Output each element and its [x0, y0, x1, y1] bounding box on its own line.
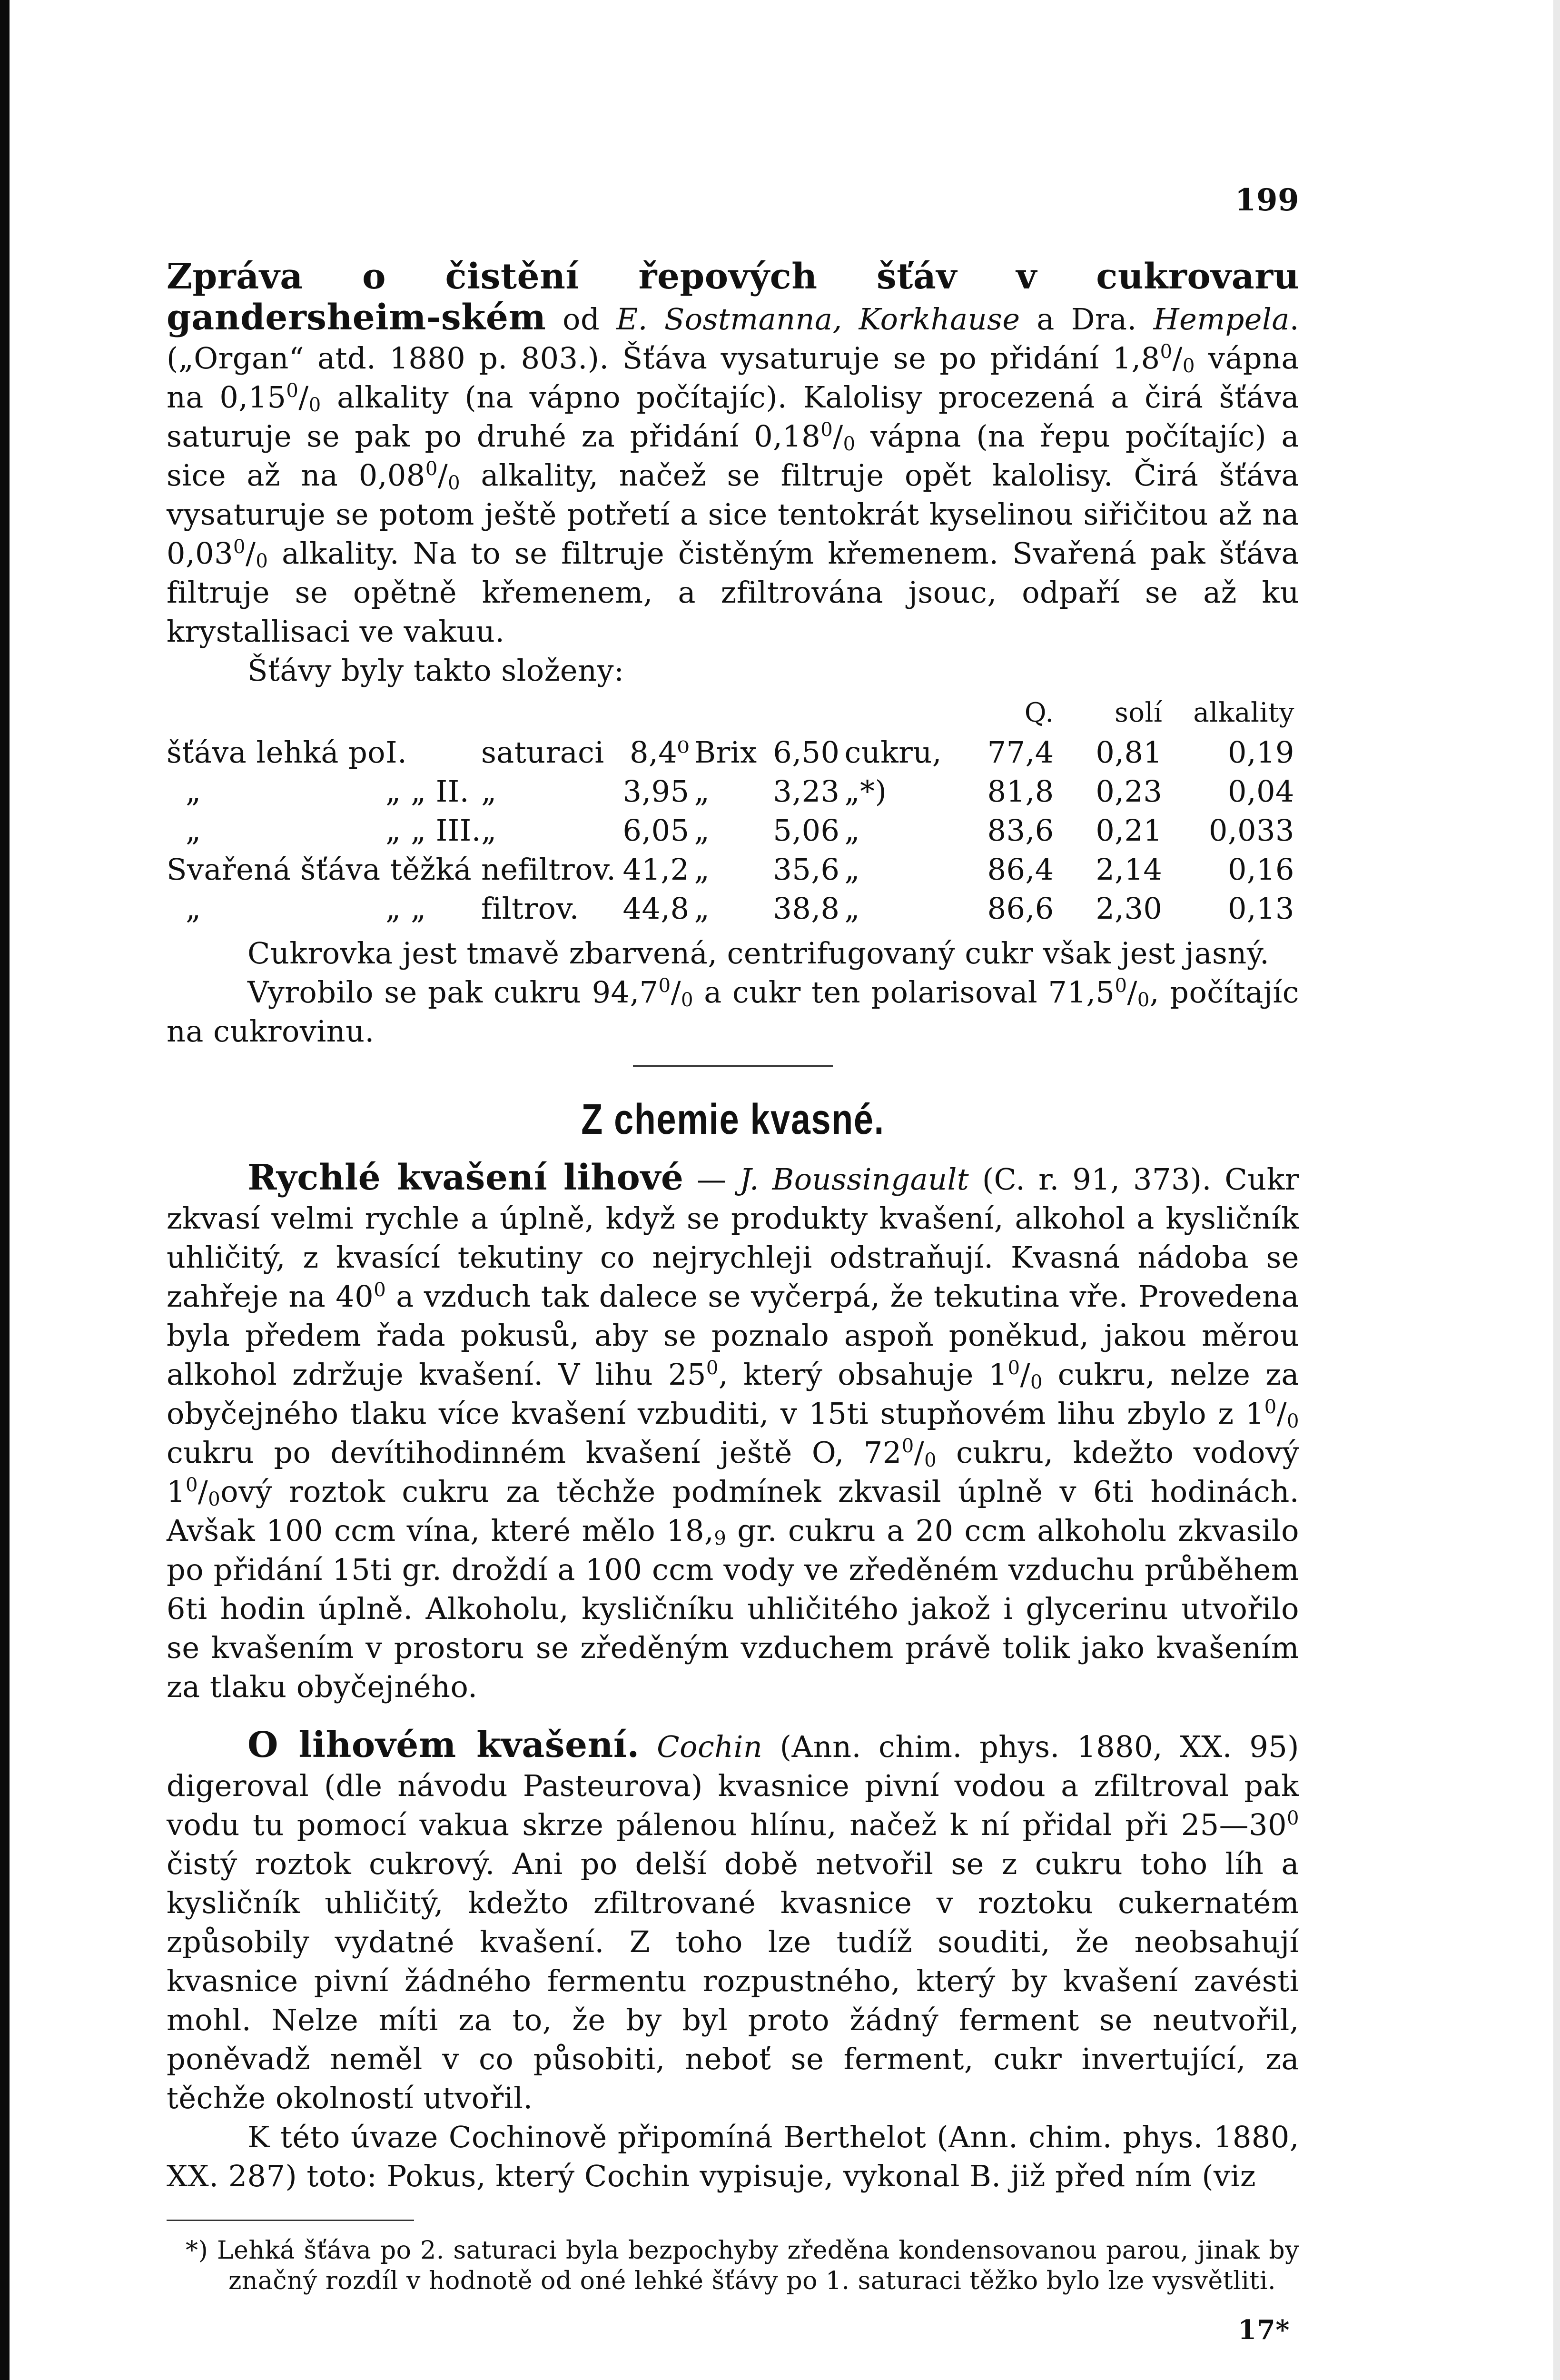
composition-table [167, 693, 1299, 928]
text-fragment: — [683, 1162, 740, 1197]
article3-title: O lihovém kvašení. [247, 1725, 640, 1765]
text-fragment: alkality (na vápno počítajíc). Kalolisy procezená a čirá šťáva saturuje se pak po druhé za přidání 0,18 [167, 380, 1299, 454]
sup: 0 [706, 1357, 719, 1379]
table-cell: „*) [844, 774, 887, 809]
table-row [167, 889, 1299, 928]
table-cell: 2,14 [1096, 852, 1163, 887]
sup: 0 [1007, 1357, 1020, 1379]
text-fragment: od [546, 302, 617, 337]
sup: 0 [820, 419, 833, 441]
table-cell: „ „ [385, 891, 426, 926]
table-cell: „ [694, 813, 710, 848]
text-fragment: alkality. Na to se filtruje čistěným křemenem. Svařená pak šťáva filtruje se opětně křemenem, a zfiltrována jsouc, odpaří se až ku krystallisaci ve vakuu. [167, 536, 1299, 649]
table-intro: Šťávy byly takto složeny: [247, 653, 624, 688]
text-fragment: (C. r. 91, 373). Cukr zkvasí velmi rychle a úplně, když se produkty kvašení, alkohol a kysličník uhličitý, z kvasící tekutiny co nejrychleji odstraňují. Kvasná nádoba se zahřeje na 40 [167, 1162, 1300, 1314]
text-fragment: a Dra. [1020, 302, 1154, 337]
sup: 0 [185, 1474, 198, 1496]
column-header: Q. [1024, 697, 1054, 728]
table-row [167, 850, 1299, 889]
table-cell: 35,6 [773, 852, 840, 887]
table-cell: „ [694, 774, 710, 809]
table-header-row [167, 693, 1299, 733]
table-cell: „ [481, 774, 497, 809]
sub: 0 [448, 472, 461, 494]
text-fragment: , počítajíc na cukrovinu. [167, 975, 1299, 1049]
text-fragment: gr. cukru a 20 ccm alkoholu zkvasilo po přidání 15ti gr. droždí a 100 ccm vody ve zředěném vzduchu průběhem 6ti hodin úplně. Alkoholu, kysličníku uhličitého jakož i glycerinu utvořilo se kvašením v prostoru se zředěným vzduchem právě tolik jako kvašením za tlaku obyčejného. [167, 1513, 1299, 1704]
table-cell: „ [481, 813, 497, 848]
table-row [167, 772, 1299, 811]
table-cell: 86,4 [987, 852, 1054, 887]
table-cell: 0,19 [1227, 735, 1294, 770]
table-cell: 0,033 [1209, 813, 1294, 848]
article2-author: J. Boussingault [740, 1162, 969, 1197]
table-cell: „ [844, 852, 860, 887]
table-cell: saturaci [481, 735, 604, 770]
chapter-title: Z chemie kvasné. [581, 1096, 885, 1143]
text-fragment: Vyrobilo se pak cukru 94,7 [247, 975, 659, 1010]
sup: 0 [374, 1279, 386, 1301]
table-cell: „ [694, 891, 710, 926]
sub: 0 [208, 1488, 221, 1510]
table-cell: 38,8 [773, 891, 840, 926]
table-cell: 0,13 [1227, 891, 1294, 926]
table-cell: „ [844, 813, 860, 848]
table-cell: nefiltrov. [481, 852, 616, 887]
text-fragment: vápna na 0,15 [167, 341, 1300, 415]
table-cell: Svařená šťáva těžká [167, 852, 472, 887]
sub: 0 [1137, 989, 1150, 1011]
page-number: 199 [1234, 182, 1299, 218]
table-cell: 5,06 [773, 813, 840, 848]
sub: 0 [924, 1449, 937, 1471]
text-fragment: cukru, kdežto vodový 1 [167, 1435, 1299, 1509]
table-cell: cukru, [844, 735, 942, 770]
column-header: alkality [1193, 697, 1294, 728]
table-cell: I. [385, 735, 407, 770]
table-cell: „ „ III. [385, 813, 481, 848]
sup: 0 [286, 380, 299, 402]
text-fragment: a vzduch tak dalece se vyčerpá, že tekutina vře. Provedena byla předem řada pokusů, aby se poznalo aspoň poněkud, jakou měrou alkohol zdržuje kvašení. V lihu 25 [167, 1279, 1299, 1392]
sup: 0 [1287, 1807, 1299, 1829]
article1-paragraph: Zpráva o čistění řepových šťáv v cukrovaru gandersheim-ském od E. Sostmanna, Korkhause a Dra. Hempela. („Organ“ atd. 1880 p. 803.). Šťáva vysaturuje se po přidání $1,8^0/_0$ vápna na $0,15^0/_0$ alkality (na vápno počítajíc). Kalolisy procezená a čirá šťáva saturuje se pak po druhé za přidání $0,18^0/_0$ vápna (na řepu počítajíc) a sice až na $0,08^0/_0$ alkality, načež se filtruje opět kalolisy. Čirá šťáva vysaturuje se potom ještě potřetí a sice tentokrát kyselinou siřičitou až na $0,03^0/_0$ alkality. Na to se filtruje čistěným křemenem. Svařená pak šťáva filtruje se opětně křemenem, a zfiltrována jsouc, odpaří se až ku krystallisaci ve vakuu. [167, 256, 1300, 649]
section-divider [633, 1065, 833, 1067]
signature-mark: 17* [1238, 2314, 1290, 2346]
article2-paragraph: Rychlé kvašení lihové — J. Boussingault (C. r. 91, 373). Cukr zkvasí velmi rychle a úplně, když se produkty kvašení, alkohol a kysličník uhličitý, z kvasící tekutiny co nejrychleji odstraňují. Kvasná nádoba se zahřeje na $40^0$ a vzduch tak dalece se vyčerpá, že tekutina vře. Provedena byla předem řada pokusů, aby se poznalo aspoň poněkud, jakou měrou alkohol zdržuje kvašení. V lihu $25^0$, který obsahuje $1^0/_0$ cukru, nelze za obyčejného tlaku více kvašení vzbuditi, v 15ti stupňovém lihu zbylo z $1^0/_0$ cukru po devítihodinném kvašení ještě O, $72^0/_0$ cukru, kdežto vodový $1^0/_0ový$ roztok cukru za těchže podmínek zkvasil úplně v 6ti hodinách. Avšak 100 ccm vína, které mělo $18,_9$ gr. cukru a 20 ccm alkoholu zkvasilo po přidání 15ti gr. droždí a 100 ccm vody ve zředěném vzduchu průběhem 6ti hodin úplně. Alkoholu, kysličníku uhličitého jakož i glycerinu utvořilo se kvašením v prostoru se zředěným vzduchem právě tolik jako kvašením za tlaku obyčejného. [167, 1157, 1300, 1704]
text-fragment: alkality, načež se filtruje opět kalolisy. Čirá šťáva vysaturuje se potom ještě potřetí a sice tentokrát kyselinou siřičitou až na 0,03 [167, 458, 1299, 571]
sub: 0 [1182, 355, 1195, 377]
article1-title: Zpráva o čistění řepových šťáv v cukrovaru gandersheim-ském [167, 256, 1299, 338]
footnote-divider [167, 2220, 414, 2221]
table-cell: 77,4 [987, 735, 1054, 770]
text-fragment: , který obsahuje 1 [718, 1357, 1008, 1392]
sub: 0 [1287, 1410, 1299, 1432]
table-cell: 0,23 [1096, 774, 1163, 809]
sup: 0 [658, 975, 671, 997]
table-cell: 81,8 [987, 774, 1054, 809]
article1-author2: Hempela [1153, 302, 1290, 337]
text-fragment: čistý roztok cukrový. Ani po delší době netvořil se z cukru toho líh a kysličník uhličitý, kdežto zfiltrované kvasnice v roztoku cukernatém způsobily vydatné kvašení. Z toho lze tudíž souditi, že neobsahují kvasnice pivní žádného fermentu rozpustného, který by kvašení zavésti mohl. Nelze míti za to, že by byl proto žádný ferment se neutvořil, poněvadž neměl v co působiti, neboť se ferment, cukr invertující, za těchže okolností utvořil. [167, 1846, 1299, 2115]
table-cell: „ „ II. [385, 774, 469, 809]
table-cell: 41,2 [622, 852, 690, 887]
text-fragment: (Ann. chim. phys. 1880, XX. 95) digeroval (dle návodu Pasteurova) kvasnice pivní vodou a zfiltroval pak vodu tu pomocí vakua skrze pálenou hlínu, načež k ní přidal při 25—30 [167, 1729, 1299, 1842]
text-fragment: a cukr ten polarisoval 71,5 [693, 975, 1115, 1010]
article2-title: Rychlé kvašení lihové [247, 1157, 684, 1198]
text-fragment: . („Organ“ atd. 1880 p. 803.). Šťáva vysaturuje se po přidání 1,8 [167, 302, 1300, 376]
article-content [167, 257, 1299, 2350]
sup: 0 [233, 536, 246, 558]
table-cell: 3,95 [622, 774, 690, 809]
sup: 0 [1264, 1396, 1277, 1418]
article3-author: Cochin [657, 1729, 763, 1764]
page-edge-right [1553, 0, 1560, 2380]
table-cell: 3,23 [773, 774, 840, 809]
text-fragment: cukru po devítihodinném kvašení ještě O, 72 [167, 1435, 902, 1470]
table-cell: „ [186, 891, 201, 926]
sup: 0 [901, 1435, 914, 1457]
text-fragment: ový roztok cukru za těchže podmínek zkvasil úplně v 6ti hodinách. Avšak 100 ccm vína, které mělo 18, [167, 1474, 1299, 1548]
sup: 0 [1160, 341, 1173, 363]
text-fragment: vápna (na řepu počítajíc) a sice až na 0,08 [167, 419, 1299, 493]
article1-note: Cukrovka jest tmavě zbarvená, centrifugovaný cukr však jest jasný. [247, 936, 1270, 971]
sub: 0 [843, 433, 856, 455]
table-cell: šťáva lehká po [167, 735, 386, 770]
table-row [167, 811, 1299, 850]
table-cell: „ [694, 852, 710, 887]
sub: 0 [308, 394, 321, 416]
table-cell: Brix [694, 735, 757, 770]
sup: 0 [1115, 975, 1127, 997]
sup: 0 [425, 458, 438, 480]
table-cell: 6,50 [773, 735, 840, 770]
table-cell: 44,8 [622, 891, 690, 926]
table-cell: 2,30 [1096, 891, 1163, 926]
page-edge-left [0, 0, 10, 2380]
table-cell: 8,4⁰ [630, 735, 690, 770]
article3-paragraph [167, 1726, 1299, 2118]
sub: 0 [1030, 1371, 1043, 1393]
column-header: solí [1115, 697, 1163, 728]
table-cell: „ [186, 774, 201, 809]
table-cell: 0,04 [1227, 774, 1294, 809]
table-cell: 0,81 [1096, 735, 1163, 770]
table-cell: 83,6 [987, 813, 1054, 848]
table-cell: 0,16 [1227, 852, 1294, 887]
table-cell: filtrov. [481, 891, 579, 926]
sub: 9 [714, 1527, 727, 1549]
article1-authors: E. Sostmanna, Korkhause [616, 302, 1020, 337]
article1-yield: Vyrobilo se pak cukru $94,7^0/_0$ a cukr ten polarisoval $71,5^0/_0$, počítajíc na cukrovinu. [167, 975, 1299, 1049]
text-fragment: cukru, nelze za obyčejného tlaku více kvašení vzbuditi, v 15ti stupňovém lihu zbylo z 1 [167, 1357, 1299, 1431]
table-cell: 6,05 [622, 813, 690, 848]
table-cell: „ [844, 891, 860, 926]
article3-paragraph-2: K této úvaze Cochinově připomíná Berthelot (Ann. chim. phys. 1880, XX. 287) toto: Pokus, který Cochin vypisuje, vykonal B. již před ním (viz [167, 2120, 1299, 2193]
footnote: *) Lehká šťáva po 2. saturaci byla bezpochyby zředěna kondensovanou parou, jinak by značný rozdíl v hodnotě od oné lehké šťávy po 1. saturaci těžko bylo lze vysvětliti. [186, 2236, 1299, 2295]
table-cell: 86,6 [987, 891, 1054, 926]
table-row [167, 733, 1299, 772]
table-cell: „ [186, 813, 201, 848]
sub: 0 [681, 989, 693, 1011]
sub: 0 [256, 550, 268, 572]
table-cell: 0,21 [1096, 813, 1163, 848]
